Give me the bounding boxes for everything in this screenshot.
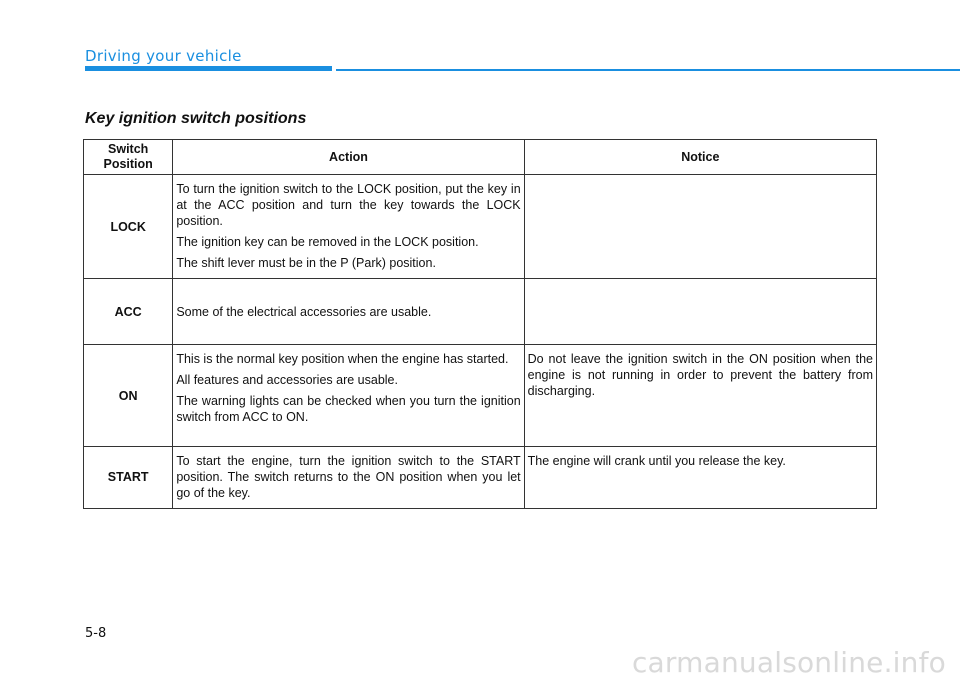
- header-notice: Notice: [524, 140, 876, 175]
- table-row-acc: [84, 279, 877, 345]
- position-cell: [84, 279, 173, 345]
- position-cell: [84, 447, 173, 509]
- action-cell: [173, 279, 524, 345]
- notice-cell: [524, 345, 876, 447]
- action-text: To start the engine, turn the ignition switch to the START position. The switch returns to the ON position when you let go of the key.: [176, 454, 521, 500]
- table-row-on: [84, 345, 877, 447]
- action-text: This is the normal key position when the engine has started.: [176, 352, 509, 366]
- notice-cell: [524, 447, 876, 509]
- action-text: Some of the electrical accessories are usable.: [176, 304, 432, 319]
- position-label: START: [107, 470, 149, 484]
- page-number: 5-8: [85, 626, 107, 641]
- header-switch-position-line: Position: [103, 157, 153, 171]
- action-text: All features and accessories are usable.: [176, 373, 398, 387]
- header-action: Action: [173, 140, 524, 175]
- table-header-row: [84, 140, 877, 175]
- notice-cell: [524, 279, 876, 345]
- position-label: ACC: [114, 305, 142, 319]
- action-cell: [173, 447, 524, 509]
- position-cell: [84, 175, 173, 279]
- ignition-positions-table: [83, 139, 877, 509]
- position-cell: [84, 345, 173, 447]
- notice-cell: [524, 175, 876, 279]
- watermark-text: carmanualsonline.info: [631, 646, 946, 679]
- action-cell: [173, 175, 524, 279]
- header-rule: [336, 69, 960, 71]
- header-switch-position-line: Switch: [108, 142, 149, 156]
- action-cell: [173, 345, 524, 447]
- header-switch-position: [84, 140, 173, 175]
- action-text: The warning lights can be checked when you turn the ignition switch from ACC to ON.: [176, 394, 521, 424]
- action-text: The ignition key can be removed in the LOCK position.: [176, 235, 479, 249]
- section-header-label: Driving your vehicle: [85, 47, 242, 65]
- action-text: The shift lever must be in the P (Park) position.: [176, 256, 436, 270]
- notice-text: The engine will crank until you release the key.: [527, 454, 786, 468]
- table-row-lock: [84, 175, 877, 279]
- action-text: To turn the ignition switch to the LOCK position, put the key in at the ACC position and turn the key towards the LOCK position.: [176, 182, 521, 228]
- position-label: ON: [118, 388, 138, 403]
- header-accent-bar: [85, 66, 332, 71]
- notice-text: Do not leave the ignition switch in the ON position when the engine is not running in order to prevent the battery from discharging.: [527, 352, 873, 398]
- position-label: LOCK: [110, 219, 146, 234]
- page-title: Key ignition switch positions: [85, 110, 307, 127]
- table-row-start: [84, 447, 877, 509]
